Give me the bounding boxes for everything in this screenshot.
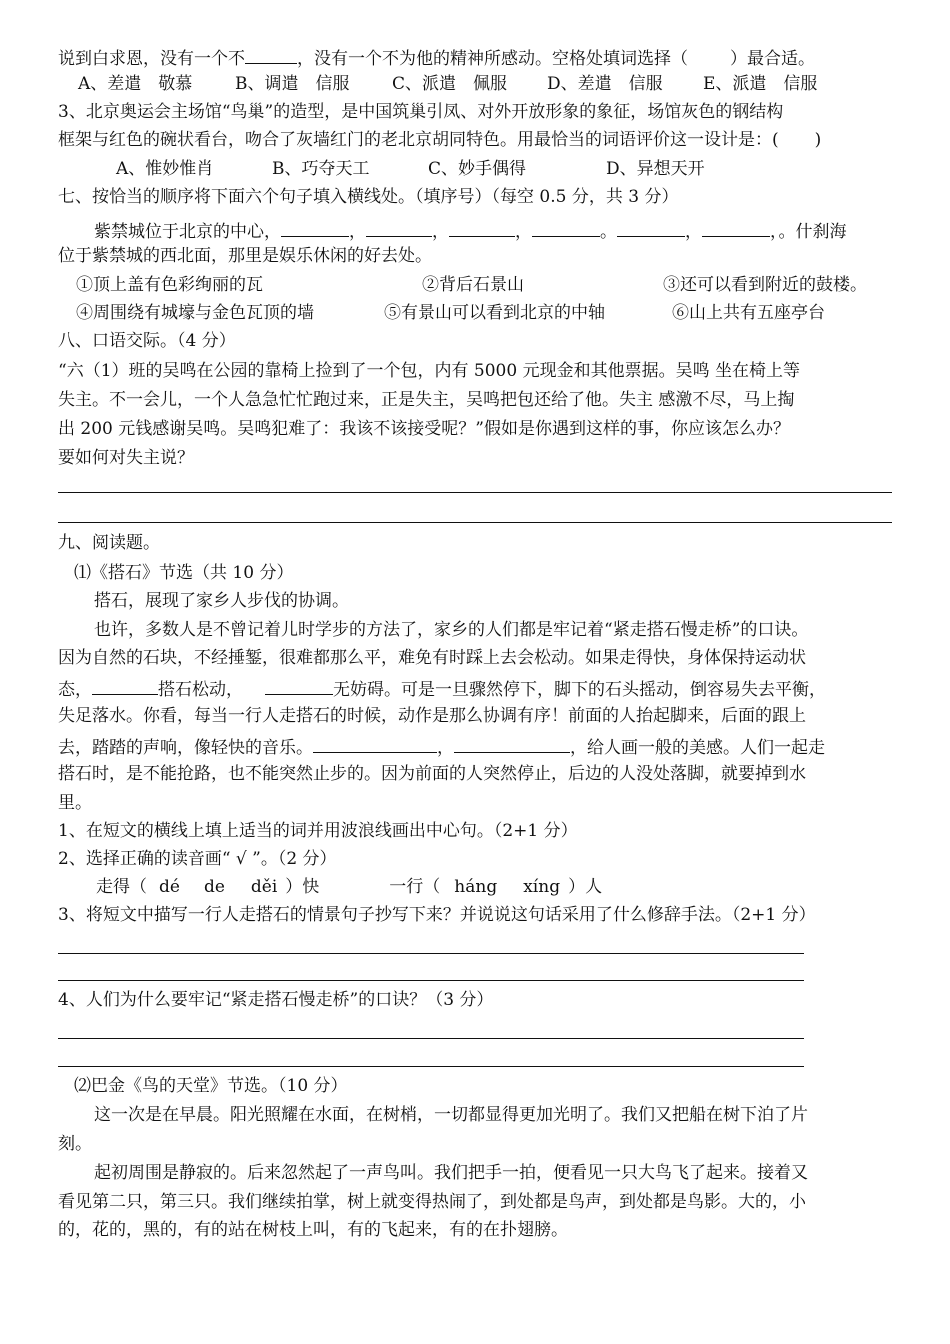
q6-item3-line2: 框架与红色的碗状看台，吻合了灰墙红门的老北京胡同特色。用最恰当的词语评价这一设计是：( ) <box>58 130 822 150</box>
pinyin-option[interactable]: xíng <box>523 877 561 897</box>
reading1-text: 态， 搭石松动， 无妨碍。可是一旦骤然停下，脚下的石头摇动，倒容易失去平衡， <box>58 676 826 701</box>
answer-blank[interactable] <box>702 218 770 237</box>
answer-line[interactable] <box>58 1066 804 1067</box>
answer-line[interactable] <box>58 953 804 954</box>
q6-item3-options <box>116 158 705 180</box>
answer-line[interactable] <box>58 980 804 981</box>
reading1-text: 也许，多数人是不曾记着儿时学步的方法了，家乡的人们都是牢记着“紧走搭石慢走桥”的口诀。 <box>94 620 809 640</box>
q8-title: 八、口语交际。（4 分） <box>58 331 236 351</box>
answer-blank[interactable] <box>454 734 570 753</box>
pinyin-option[interactable]: de <box>203 877 225 897</box>
answer-blank[interactable] <box>366 218 432 237</box>
option[interactable]: A、差遣 敬慕 <box>78 74 193 94</box>
reading2-text: 的，花的，黑的，有的站在树枝上叫，有的飞起来，有的在扑翅膀。 <box>58 1220 568 1240</box>
answer-blank[interactable] <box>617 218 685 237</box>
q8-paragraph: “六（1）班的吴鸣在公园的靠椅上捡到了一个包，内有 5000 元现金和其他票据。吴鸣 坐在椅上等 <box>58 361 800 381</box>
answer-line[interactable] <box>58 522 892 523</box>
sentence-option: ④周围绕有城壕与金色瓦顶的墙 <box>76 303 314 323</box>
pinyin-option[interactable]: háng <box>454 877 498 897</box>
answer-blank[interactable] <box>532 218 600 237</box>
option[interactable]: D、差遣 信服 <box>547 74 663 94</box>
answer-blank[interactable] <box>92 676 158 695</box>
pinyin-choices: 走得（ dé de děi ）快 一行（ háng xíng ）人 <box>96 877 603 897</box>
q8-paragraph: 失主。不一会儿，一个人急急忙忙跑过来，正是失主，吴鸣把包还给了他。失主 感激不尽，马上掏 <box>58 390 795 410</box>
q7-options-row1 <box>76 274 867 296</box>
answer-blank[interactable] <box>245 45 297 64</box>
q9-title: 九、阅读题。 <box>58 533 160 553</box>
option[interactable]: B、巧夺天工 <box>272 159 370 179</box>
q7-line2: 位于紫禁城的西北面，那里是娱乐休闲的好去处。 <box>58 246 432 266</box>
answer-line[interactable] <box>58 1038 804 1039</box>
q7-fill-line: 紫禁城位于北京的中心， ， ， ， 。 ， ，。什刹海 <box>94 218 847 243</box>
reading1-text: 搭石，展现了家乡人步伐的协调。 <box>94 591 349 611</box>
reading1-text: 里。 <box>58 793 92 813</box>
reading1-question: 4、人们为什么要牢记“紧走搭石慢走桥”的口诀？（3 分） <box>58 990 494 1010</box>
reading1-text: 失足落水。你看，每当一行人走搭石的时候，动作是那么协调有序！前面的人抬起脚来，后面的跟上 <box>58 706 806 726</box>
reading2-text: 看见第二只，第三只。我们继续拍掌，树上就变得热闹了，到处都是鸟声，到处都是鸟影。大的，小 <box>58 1192 806 1212</box>
sentence-option: ②背后石景山 <box>422 275 524 295</box>
option[interactable]: E、派遣 信服 <box>703 74 818 94</box>
answer-blank[interactable] <box>313 734 437 753</box>
answer-blank[interactable] <box>281 218 349 237</box>
option[interactable]: C、妙手偶得 <box>428 159 527 179</box>
q8-paragraph: 出 200 元钱感谢吴鸣。吴鸣犯难了：我该不该接受呢？”假如是你遇到这样的事，你应该怎么办？ <box>58 419 790 439</box>
reading2-title: ⑵巴金《鸟的天堂》节选。（10 分） <box>74 1076 348 1096</box>
option[interactable]: C、派遣 佩服 <box>392 74 508 94</box>
sentence-option: ⑤有景山可以看到北京的中轴 <box>384 303 605 323</box>
answer-blank[interactable] <box>449 218 515 237</box>
q8-paragraph: 要如何对失主说？ <box>58 448 194 468</box>
reading1-text: 因为自然的石块，不经捶錾，很难都那么平，难免有时踩上去会松动。如果走得快，身体保持运动状 <box>58 648 806 668</box>
q6-item2-stem: 说到白求恩，没有一个不 ，没有一个不为他的精神所感动。空格处填词选择（ ）最合适。 <box>58 45 815 70</box>
reading2-text: 刻。 <box>58 1134 92 1154</box>
reading1-text: 去，踏踏的声响，像轻快的音乐。 ， ，给人画一般的美感。人们一起走 <box>58 734 825 759</box>
q7-options-row2 <box>76 302 825 324</box>
reading1-text: 搭石时，是不能抢路，也不能突然止步的。因为前面的人突然停止，后边的人没处落脚，就要掉到水 <box>58 764 806 784</box>
sentence-option: ③还可以看到附近的鼓楼。 <box>663 275 867 295</box>
answer-blank[interactable] <box>265 676 333 695</box>
option[interactable]: D、异想天开 <box>606 159 705 179</box>
sentence-option: ⑥山上共有五座亭台 <box>672 303 825 323</box>
reading1-title: ⑴《搭石》节选（共 10 分） <box>74 563 294 583</box>
pinyin-option[interactable]: dé <box>159 877 180 897</box>
reading1-question: 3、将短文中描写一行人走搭石的情景句子抄写下来？并说说这句话采用了什么修辞手法。（2+1 分） <box>58 905 816 925</box>
answer-line[interactable] <box>58 492 892 493</box>
q7-title: 七、按恰当的顺序将下面六个句子填入横线处。（填序号）（每空 0.5 分，共 3 分） <box>58 187 679 207</box>
q6-item3-line1: 3、北京奥运会主场馆“鸟巢”的造型，是中国筑巢引凤、对外开放形象的象征，场馆灰色的钢结构 <box>58 102 784 122</box>
reading1-question: 1、在短文的横线上填上适当的词并用波浪线画出中心句。（2+1 分） <box>58 821 578 841</box>
reading2-text: 这一次是在早晨。阳光照耀在水面，在树梢，一切都显得更加光明了。我们又把船在树下泊了片 <box>94 1105 808 1125</box>
option[interactable]: B、调遣 信服 <box>235 74 350 94</box>
sentence-option: ①顶上盖有色彩绚丽的瓦 <box>76 275 263 295</box>
reading1-question: 2、选择正确的读音画“ √ ”。（2 分） <box>58 849 337 869</box>
q6-item2-options <box>78 73 817 95</box>
option[interactable]: A、惟妙惟肖 <box>116 159 214 179</box>
pinyin-option[interactable]: děi <box>250 877 278 897</box>
reading2-text: 起初周围是静寂的。后来忽然起了一声鸟叫。我们把手一拍，便看见一只大鸟飞了起来。接着又 <box>94 1163 808 1183</box>
